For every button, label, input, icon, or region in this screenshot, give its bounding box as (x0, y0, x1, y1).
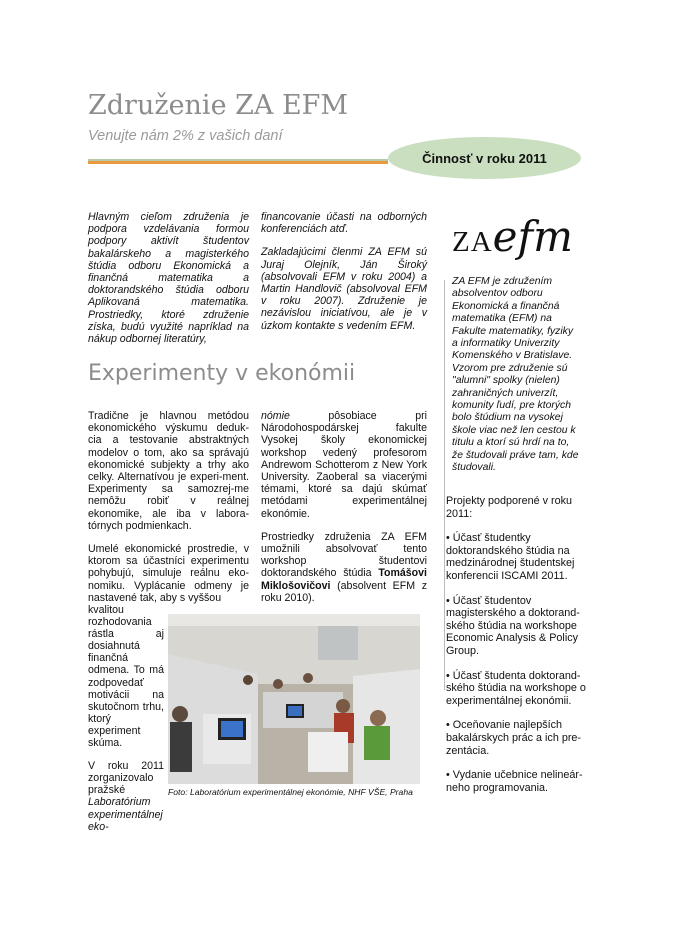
section-paragraph (88, 760, 164, 833)
section-paragraph: Umelé ekonomické prostredie, v ktorom sa účastníci experimentu pohybujú, simuluje reálnu eko-nomiku. Vyplácanie odmeny je nastavené tak, aby s vyššou (88, 543, 249, 604)
text-run-italic: nómie (261, 410, 290, 422)
photo-caption: Foto: Laboratórium experimentálnej ekonómie, NHF VŠE, Praha (168, 787, 413, 797)
project-item: • Oceňovanie najlepších bakalárskych prác a ich pre-zentácia. (446, 719, 582, 757)
section-narrow-column (88, 604, 164, 833)
sidebar-about: ZA EFM je združením absolventov odboru Ekonomická a finančná matematika (EFM) na Fakulte matematiky, fyziky a informatiky Univerzity Komenského v Bratislave. Vzorom pre združenie sú "alumni" spolky (nielen) zahraničných univerzít, komunity ľudí, pre ktorých bolo štúdium na vysokej škole viac než len cestou k titulu a ktorí sú hrdí na to, že študovali práve tam, kde študovali. (452, 276, 579, 474)
header-band (88, 157, 388, 167)
logo (452, 212, 573, 261)
section-heading: Experimenty v ekonómii (88, 361, 356, 386)
section-column-1 (88, 410, 249, 604)
section-paragraph (261, 531, 427, 604)
project-item: • Účasť študentky doktorandského štúdia na medzinárodnej študentskej konferencii ISCAMI 2011. (446, 532, 575, 582)
intro-column-1 (88, 211, 249, 356)
section-paragraph (261, 410, 427, 520)
text-run-italic: Laboratórium experimentálnej eko- (88, 796, 163, 833)
page-subtitle: Venujte nám 2% z vašich daní (88, 128, 283, 144)
activity-badge: Činnosť v roku 2011 (388, 137, 581, 179)
text-run: (absolvent EFM z roku 2010). (261, 579, 427, 604)
section-column-2 (261, 410, 427, 615)
text-run: V roku 2011 zorganizovalo pražské (88, 760, 164, 797)
logo-efm: efm (492, 212, 573, 261)
projects-box (446, 495, 588, 806)
text-run: Prostriedky združenia ZA EFM umožnili absolvovať tento workshop študentovi doktorandského štúdia (261, 530, 427, 580)
lab-photo (168, 614, 420, 784)
page-title: Združenie ZA EFM (88, 90, 349, 121)
projects-list (446, 532, 588, 794)
text-run: pôsobiace pri Národohospodárskej fakulte Vysokej školy ekonomickej workshop vedený profesorom Andrewom Schotterom z New York University. Zaoberal sa viacerými témami, ktoré sa dajú skúmať metódami experimentálnej ekonómie. (261, 410, 427, 520)
sidebar-divider (444, 280, 445, 690)
intro-paragraph-3: Zakladajúcimi členmi ZA EFM sú Juraj Olejník, Ján Široký (absolvovali EFM v roku 2004) a Martin Handlovič (absolvoval EFM v roku 2007). Združenie je nezávislou iniciatívou, ale je v úzkom kontakte s vedením EFM. (261, 246, 427, 332)
project-item: • Vydanie učebnice nelineár-neho programovania. (446, 769, 583, 794)
band-orange (88, 161, 388, 164)
section-paragraph: Tradične je hlavnou metódou ekonomického výskumu deduk-cia a testovanie abstraktných modelov o tom, ako sa správajú ekonomické subjekty a trhy ako celky. Alternatívou je experi-ment. Experimenty sa samozrej-me nemôžu robiť v reálnej ekonomike, ale iba v labora-tórnych podmienkach. (88, 410, 249, 532)
lab-photo-drawing (168, 614, 420, 784)
intro-paragraph: Hlavným cieľom združenia je podpora vzdelávania formou podpory aktivít študentov bakalárskeho a magisterkého štúdia odboru Ekonomická a finančná matematika a doktorandského štúdia odboru Aplikovaná matematika. Prostriedky, ktoré združenie získa, budú využité napríklad na nákup odbornej literatúry, (88, 211, 249, 346)
intro-paragraph-2: financovanie účasti na odborných konferenciách atď. (261, 211, 427, 236)
project-item: • Účasť študenta doktorand-ského štúdia na workshope o experimentálnej ekonómii. (446, 669, 586, 707)
section-paragraph: kvalitou rozhodovania rástla aj dosiahnutá finančná odmena. To má zodpovedať motivácii na skutočnom trhu, ktorý experiment skúma. (88, 604, 164, 750)
project-item: • Účasť študentov magisterského a doktorand-ského štúdia na workshope Economic Analysis & Policy Group. (446, 594, 580, 657)
logo-za: ZA (452, 226, 493, 258)
intro-column-2 (261, 211, 427, 343)
projects-title: Projekty podporené v roku 2011: (446, 495, 573, 520)
text-run-bold: Tomášovi Miklošovičovi (261, 567, 427, 592)
